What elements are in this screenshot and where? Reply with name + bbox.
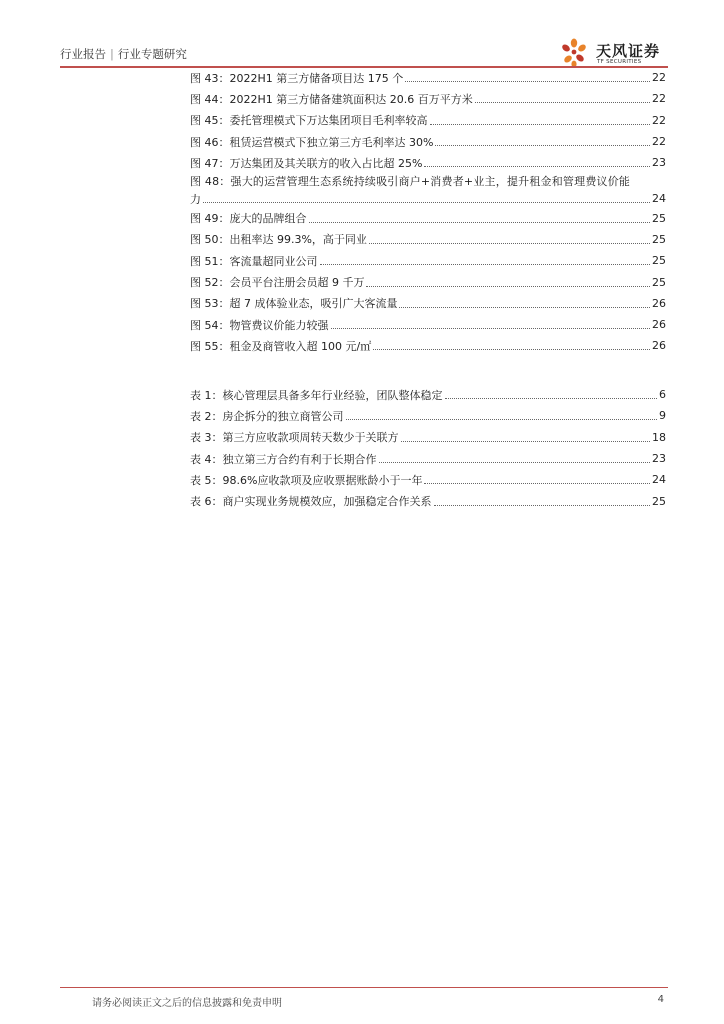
footer-divider [60,987,668,988]
toc-entry-label: 图 45：委托管理模式下万达集团项目毛利率较高 [190,114,428,128]
toc-entry[interactable] [190,271,666,292]
toc-entry-label: 图 43：2022H1 第三方储备项目达 175 个 [190,71,404,85]
dot-leader [379,462,651,463]
toc-entry-page: 25 [652,254,666,268]
toc-entry-label: 图 54：物管费议价能力较强 [190,318,329,332]
toc-entry[interactable] [190,490,666,511]
toc-entry-label: 图 51：客流量超同业公司 [190,254,318,268]
dot-leader [399,307,650,308]
toc-entry[interactable] [190,469,666,490]
toc-entry-label: 图 52：会员平台注册会员超 9 千万 [190,276,365,290]
toc-entry-page: 25 [652,275,666,289]
dot-leader [405,81,650,82]
header-separator: | [110,47,114,61]
toc-entry-label: 图 49：庞大的品牌组合 [190,212,307,226]
toc-entry-label: 表 6：商户实现业务规模效应，加强稳定合作关系 [190,495,432,509]
header-breadcrumb [60,46,187,62]
dot-leader [435,145,650,146]
dot-leader [373,349,650,350]
toc-entry[interactable] [190,152,666,173]
dot-leader [366,286,650,287]
toc-entry[interactable] [190,250,666,271]
toc-entry-label-continued: 力 [190,192,201,206]
logo-name: 天风证券 [596,42,661,60]
toc-entry-page: 23 [652,452,666,466]
toc-entry-page: 25 [652,211,666,225]
toc-entry-label: 图 47：万达集团及其关联方的收入占比超 25% [190,156,423,170]
toc-entry-label: 图 44：2022H1 第三方储备建筑面积达 20.6 百万平方米 [190,92,473,106]
dot-leader [369,243,650,244]
toc-entry-label: 表 3：第三方应收款项周转天数少于关联方 [190,431,399,445]
dot-leader [401,441,651,442]
toc-entry-page: 25 [652,232,666,246]
toc-entry-page: 26 [652,318,666,332]
dot-leader [445,398,658,399]
page-header [60,38,668,68]
toc-entry-label: 表 4：独立第三方合约有利于长期合作 [190,452,377,466]
logo-subtitle: TF SECURITIES [597,59,642,65]
report-category-label: 行业专题研究 [117,47,187,61]
toc-entry[interactable] [190,88,666,109]
dot-leader [346,419,658,420]
toc-entry[interactable] [190,131,666,152]
toc-entry[interactable] [190,427,666,448]
toc-entry-label: 表 1：核心管理层具备多年行业经验，团队整体稳定 [190,388,443,402]
company-logo [558,38,668,68]
dot-leader [309,222,651,223]
toc-entry-label: 表 2：房企拆分的独立商管公司 [190,409,344,423]
toc-entry[interactable] [190,110,666,131]
toc-entry-label: 图 55：租金及商管收入超 100 元/㎡ [190,339,372,353]
dot-leader [424,166,650,167]
toc-entry[interactable] [190,384,666,405]
toc-entry[interactable] [190,67,666,88]
footer-disclaimer: 请务必阅读正文之后的信息披露和免责申明 [92,998,282,1009]
toc-entry-page: 22 [652,135,666,149]
toc-entry-page: 18 [652,430,666,444]
toc-entry-page: 23 [652,156,666,170]
dot-leader [424,483,650,484]
toc-entry-label: 表 5：98.6%应收款项及应收票据账龄小于一年 [190,473,423,487]
toc-entry[interactable] [190,207,666,228]
toc-entry-page: 22 [652,92,666,106]
report-type-label: 行业报告 [60,47,106,61]
toc-entry-label: 图 48：强大的运营管理生态系统持续吸引商户+消费者+业主，提升租金和管理费议价能 [190,175,631,189]
toc-entry[interactable] [190,335,666,356]
dot-leader [320,264,651,265]
toc-entry-page: 25 [652,494,666,508]
page-number: 4 [657,994,664,1005]
toc-entry-page: 6 [659,388,666,402]
toc-entry[interactable] [190,314,666,335]
toc-entry-page: 26 [652,339,666,353]
dot-leader [430,124,651,125]
toc-entry-label: 图 50：出租率达 99.3%，高于同业 [190,233,367,247]
toc-entry[interactable] [190,405,666,426]
toc-entry-page: 9 [659,409,666,423]
toc-entry-label: 图 53：超 7 成体验业态，吸引广大客流量 [190,297,398,311]
toc-entry-label: 图 46：租赁运营模式下独立第三方毛利率达 30% [190,135,434,149]
toc-entry[interactable] [190,173,666,207]
dot-leader [203,202,650,203]
toc-entry-page: 24 [652,192,666,206]
dot-leader [475,102,650,103]
toc-entry-page: 26 [652,296,666,310]
toc-entry[interactable] [190,448,666,469]
toc-entry[interactable] [190,293,666,314]
toc-entry-page: 24 [652,473,666,487]
toc-entry[interactable] [190,229,666,250]
toc-entry-page: 22 [652,71,666,85]
flower-logo-icon [558,38,592,68]
toc-entry-page: 22 [652,113,666,127]
dot-leader [434,505,651,506]
dot-leader [331,328,651,329]
